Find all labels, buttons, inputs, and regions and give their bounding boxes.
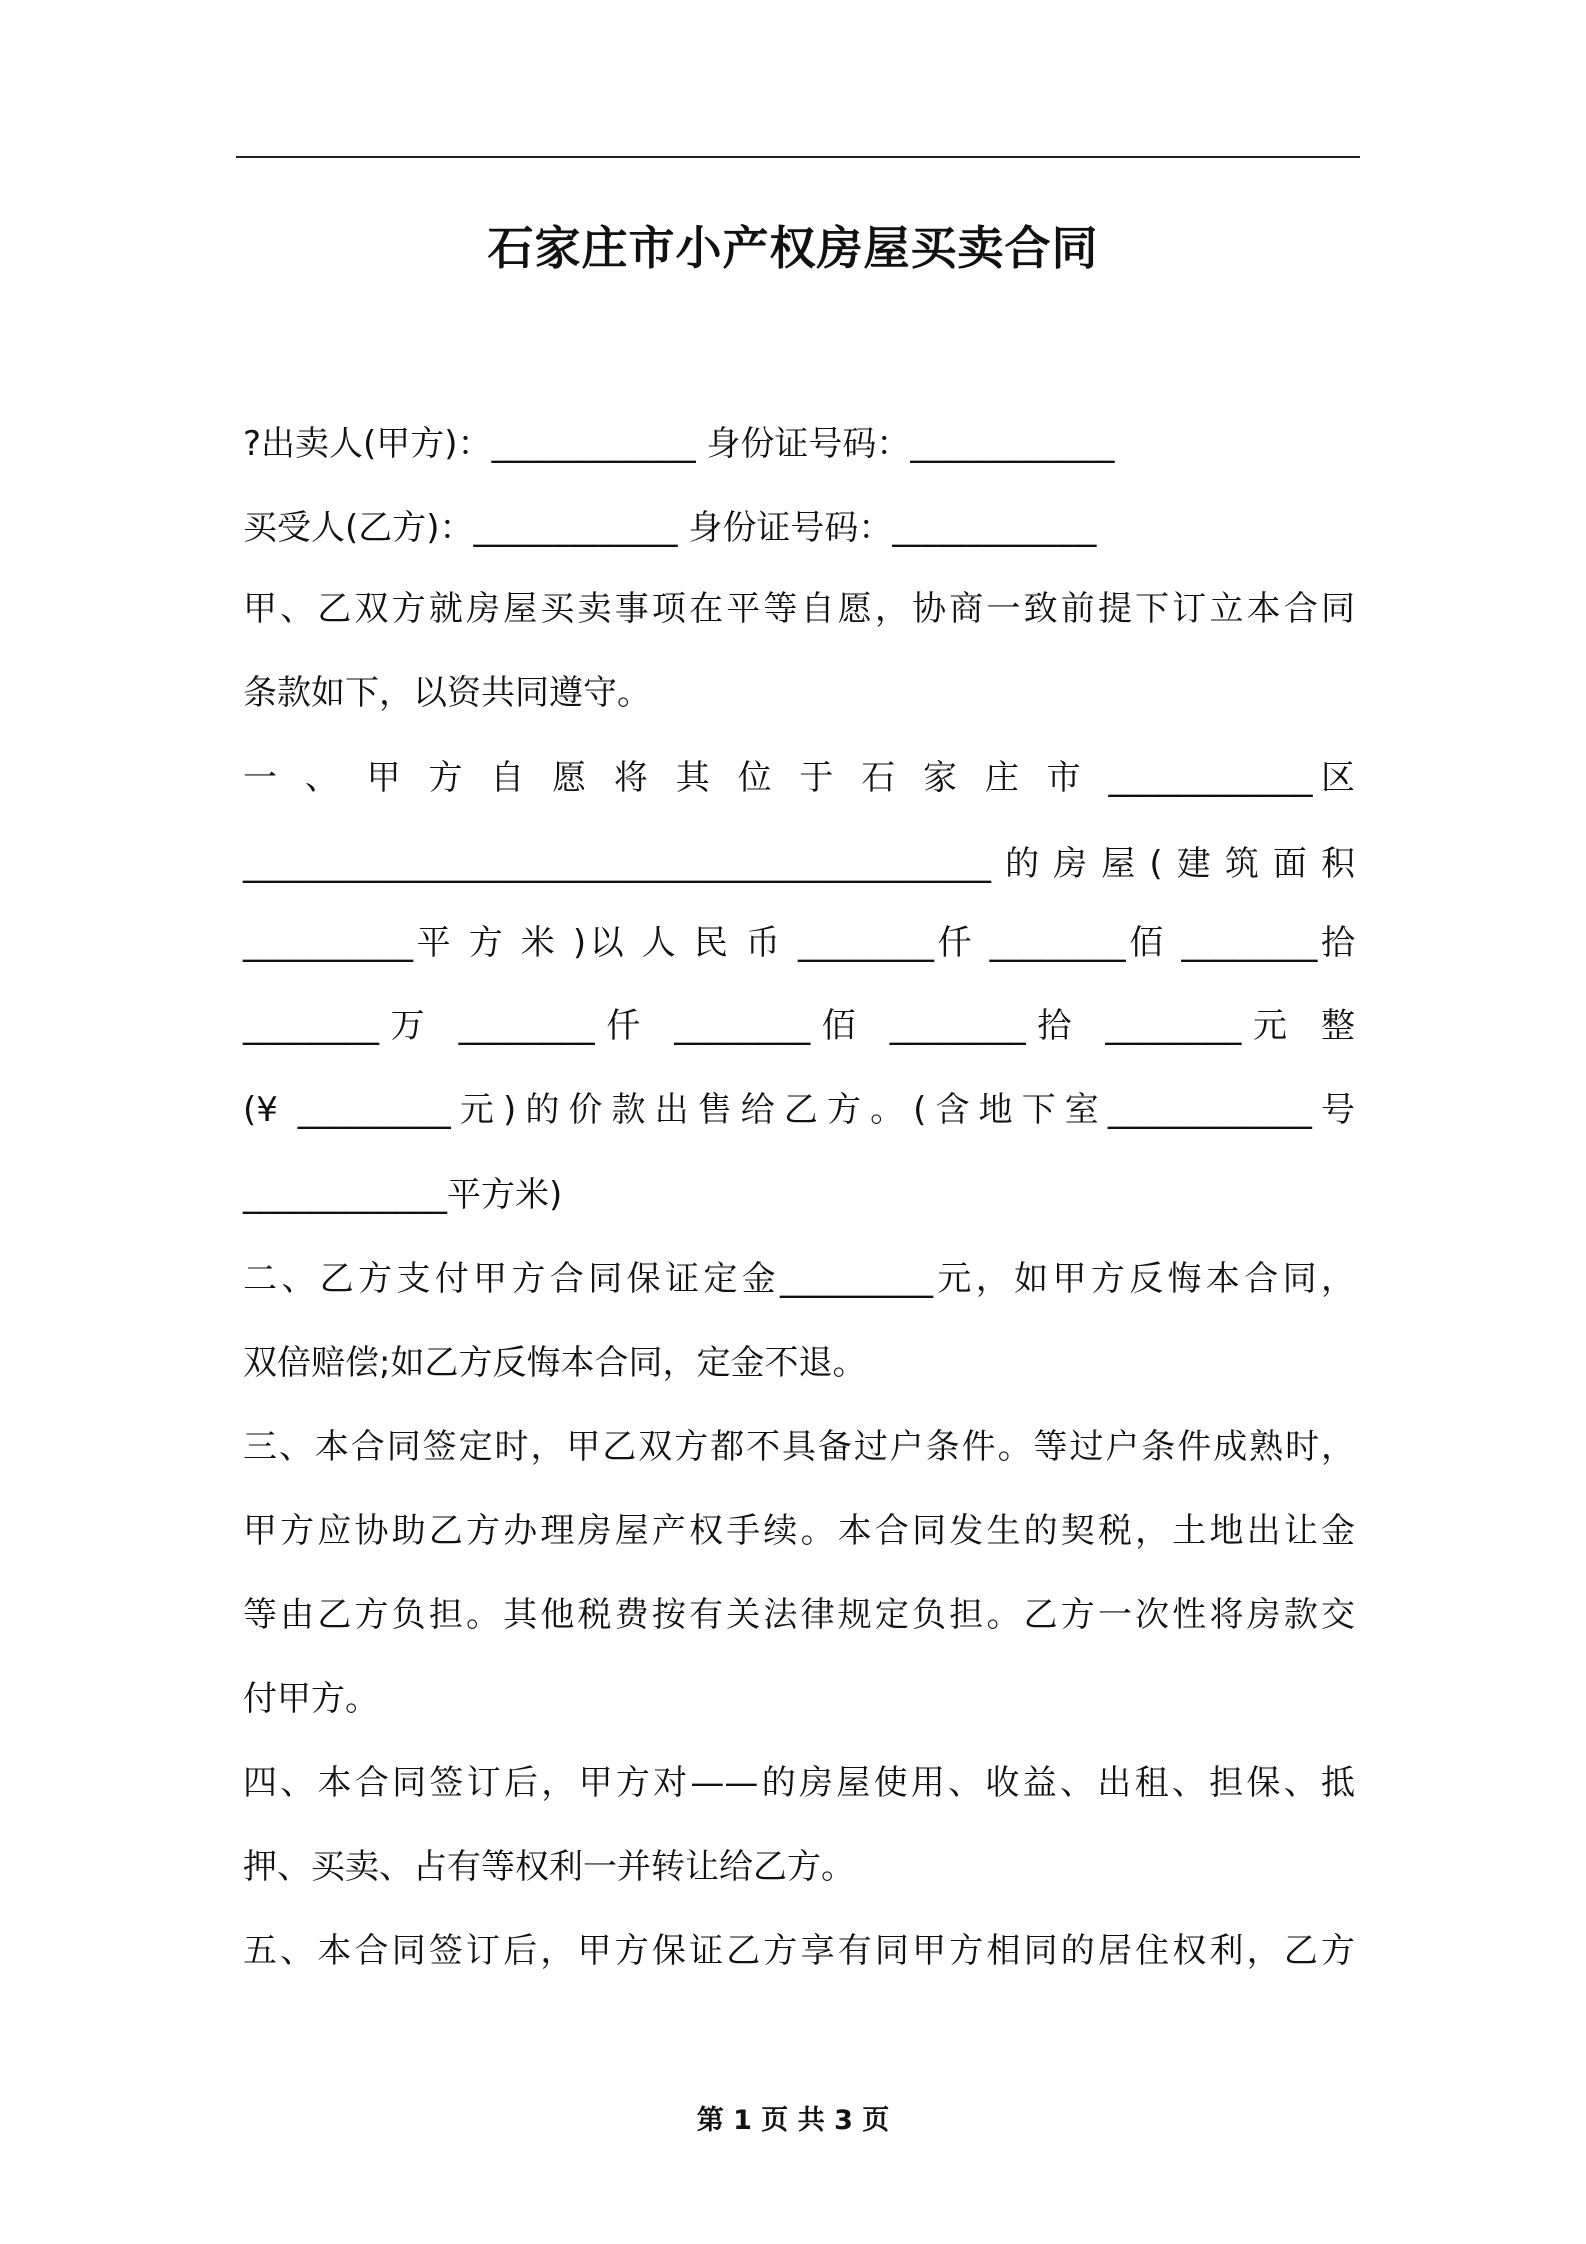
clause-3-line-2: 甲方应协助乙方办理房屋产权手续。本合同发生的契税，土地出让金: [243, 1511, 1355, 1551]
clause-4-line-2: 押、买卖、占有等权利一并转让给乙方。: [243, 1847, 855, 1887]
clause-3-line-1: 三、本合同签定时，甲乙双方都不具备过户条件。等过户条件成熟时，: [243, 1427, 1355, 1467]
clause-4-line-1: 四、本合同签订后，甲方对——的房屋使用、收益、出租、担保、抵: [243, 1763, 1355, 1803]
clause-1-line-3: __________平 方 米 )以 人 民 币 ________仟 ________佰 ________拾: [243, 923, 1355, 963]
clause-3-line-4: 付甲方。: [243, 1679, 379, 1719]
document-title: 石家庄市小产权房屋买卖合同: [487, 221, 1099, 275]
seller-line: ?出卖人(甲方)：____________ 身份证号码：____________: [243, 424, 1115, 464]
clause-5-line-1: 五、本合同签订后，甲方保证乙方享有同甲方相同的居住权利，乙方: [243, 1931, 1355, 1971]
page-number: 第 1 页 共 3 页: [696, 2105, 890, 2136]
intro-line-2: 条款如下，以资共同遵守。: [243, 673, 651, 713]
intro-line-1: 甲、乙双方就房屋买卖事项在平等自愿，协商一致前提下订立本合同: [243, 589, 1355, 629]
clause-2-line-1: 二、乙方支付甲方合同保证定金_________元，如甲方反悔本合同，: [243, 1259, 1355, 1299]
header-rule: [236, 156, 1360, 158]
clause-1-line-4: ________万 ________仟 ________佰 ________拾 ________元 整: [243, 1006, 1355, 1046]
clause-1-line-5: (¥ _________元)的价款出售给乙方。(含地下室____________号: [243, 1090, 1355, 1130]
clause-1-line-2: ____________________________________________的房屋(建筑面积: [243, 844, 1355, 884]
clause-1-line-6: ____________平方米): [243, 1175, 563, 1215]
clause-1-line-1: 一 、 甲 方 自 愿 将 其 位 于 石 家 庄 市 ____________区: [243, 758, 1355, 798]
clause-3-line-3: 等由乙方负担。其他税费按有关法律规定负担。乙方一次性将房款交: [243, 1595, 1355, 1635]
buyer-line: 买受人(乙方)：____________ 身份证号码：____________: [243, 508, 1097, 548]
clause-2-line-2: 双倍赔偿;如乙方反悔本合同，定金不退。: [243, 1343, 867, 1383]
